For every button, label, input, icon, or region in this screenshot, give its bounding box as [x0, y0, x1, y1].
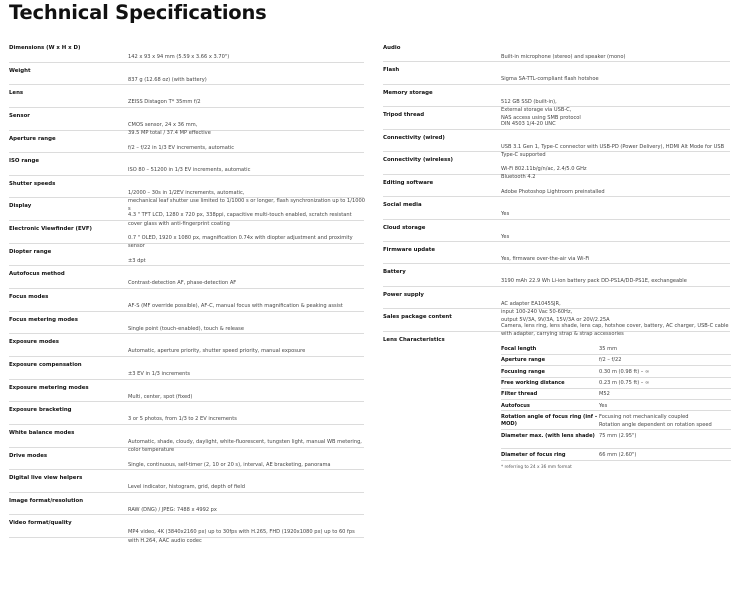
spec-label: Exposure bracketing — [9, 407, 72, 414]
lens-row-filter-thread — [501, 389, 731, 400]
spec-label: Cloud storage — [383, 224, 426, 231]
spec-value-line: 3 or 5 photos, from 1/3 to 2 EV increments — [128, 416, 237, 423]
spec-value — [128, 393, 366, 401]
spec-value-line: 512 GB SSD (built-in), — [501, 98, 557, 105]
spec-row-battery — [383, 264, 730, 286]
spec-row-exposure-metering-modes — [9, 380, 364, 403]
spec-label: Flash — [383, 67, 400, 74]
lens-characteristics-table — [501, 344, 731, 461]
spec-value-line: 837 g (12.68 oz) (with battery) — [128, 76, 207, 83]
spec-value-line: f/2 – f/22 in 1/3 EV increments, automatic — [128, 144, 235, 151]
spec-value-line: Type-C supported — [501, 151, 546, 158]
spec-row-aperture-range — [9, 131, 364, 154]
spec-value-line: ISO 80 – 51200 in 1/3 EV increments, automatic — [128, 167, 251, 174]
spec-value-line: Single point (touch-enabled), touch & release — [128, 325, 244, 332]
spec-value — [128, 53, 366, 61]
spec-label: Weight — [9, 67, 31, 74]
lens-value-line: 75 mm (2.95") — [599, 432, 637, 439]
lens-row-aperture-range — [501, 355, 731, 366]
spec-value-line: Bluetooth 4.2 — [501, 174, 536, 181]
spec-row-focus-modes — [9, 289, 364, 312]
lens-value — [599, 369, 731, 377]
spec-value — [501, 255, 731, 263]
lens-key: Autofocus — [501, 402, 530, 409]
spec-value — [501, 188, 731, 196]
lens-key: Filter thread — [501, 391, 538, 398]
spec-value-line: DIN 4503 1/4-20 UNC — [501, 121, 556, 128]
spec-value-line: 4.3 " TFT LCD, 1280 x 720 px, 338ppi, capacitive multi-touch enabled, scratch resistant — [128, 212, 352, 219]
spec-row-weight — [9, 63, 364, 86]
lens-key: Diameter max. (with lens shade) — [501, 432, 595, 439]
spec-label: Diopter range — [9, 248, 52, 255]
spec-label: Display — [9, 203, 32, 210]
spec-row-audio — [383, 40, 730, 62]
lens-value — [599, 357, 731, 365]
spec-value-line: RAW (DNG) / JPEG: 7488 x 4992 px — [128, 506, 217, 513]
spec-value — [501, 210, 731, 218]
spec-value-line: MP4 video, 4K (3840x2160 px) up to 30fps with H.265, FHD (1920x1080 px) up to 60 fps — [128, 529, 355, 536]
lens-row-focal-length — [501, 344, 731, 355]
spec-value-line: NAS access using SMB protocol — [501, 115, 581, 122]
spec-value-line: AC adapter EA1045SJR, — [501, 300, 561, 307]
spec-row-digital-live-view-helpers — [9, 470, 364, 493]
spec-row-autofocus-method — [9, 266, 364, 289]
spec-row-sales-package-content — [383, 309, 730, 338]
spec-row-lens — [9, 85, 364, 108]
spec-value — [128, 257, 366, 265]
spec-value-line: cover glass with anti-fingerprint coating — [128, 220, 230, 227]
spec-value — [128, 76, 366, 84]
spec-value — [128, 302, 366, 310]
lens-value — [599, 433, 731, 441]
lens-value — [599, 414, 731, 429]
spec-label: Exposure metering modes — [9, 384, 89, 391]
spec-value-line: Multi, center, spot (fixed) — [128, 393, 193, 400]
spec-value — [128, 347, 366, 355]
spec-value-line: Adobe Photoshop Lightroom preinstalled — [501, 188, 605, 195]
spec-value-line: mechanical leaf shutter use limited to 1/1000 s or longer, flash synchronization up to 1/1000 — [128, 198, 365, 205]
lens-row-rotation-angle-of-focus-ring-inf-mod — [501, 411, 731, 430]
spec-value-line: ZEISS Distagon T* 35mm f/2 — [128, 99, 201, 106]
spec-value-line: Yes — [501, 233, 510, 240]
spec-row-exposure-bracketing — [9, 402, 364, 425]
spec-label: Sales package content — [383, 314, 452, 321]
spec-value — [128, 325, 366, 333]
spec-value — [128, 144, 366, 152]
lens-value — [599, 380, 731, 388]
spec-row-social-media — [383, 197, 730, 219]
lens-key: Focusing range — [501, 368, 545, 375]
spec-value — [128, 528, 366, 544]
spec-label: Memory storage — [383, 89, 433, 96]
lens-value-line: Focusing not mechanically coupled — [599, 413, 689, 420]
spec-value — [128, 483, 366, 491]
spec-label: Video format/quality — [9, 520, 72, 527]
spec-value-line: Level indicator, histogram, grid, depth of field — [128, 484, 245, 491]
spec-label: Exposure modes — [9, 339, 60, 346]
spec-label: Connectivity (wireless) — [383, 157, 453, 164]
lens-row-autofocus — [501, 400, 731, 411]
spec-row-exposure-modes — [9, 334, 364, 357]
spec-value-line: CMOS sensor, 24 x 36 mm, — [128, 121, 198, 128]
spec-value — [128, 370, 366, 378]
spec-value-line: 1/2000 – 30s in 1/2EV increments, automatic, — [128, 189, 245, 196]
spec-value-line: ±3 dpt — [128, 257, 146, 264]
spec-value-line: USB 3.1 Gen 1, Type-C connector with USB-PD (Power Delivery), HDMI Alt Mode for USB — [501, 143, 725, 150]
spec-value-line: input 100-240 Vac 50-60Hz, — [501, 309, 573, 316]
spec-label: Dimensions (W x H x D) — [9, 45, 81, 51]
spec-value — [501, 53, 731, 61]
spec-value-line: Camera, lens ring, lens shade, lens cap, hotshoe cover, battery, AC charger, USB-C cable — [501, 323, 729, 330]
spec-label: Autofocus method — [9, 271, 65, 278]
spec-value — [501, 233, 731, 241]
spec-value-line: AF-S (MF override possible), AF-C, manual focus with magnification & peaking assist — [128, 303, 343, 310]
spec-label: Shutter speeds — [9, 180, 56, 187]
spec-value-line: Sigma SA-TTL-compliant flash hotshoe — [501, 76, 599, 83]
spec-value-line: 39.5 MP total / 37.4 MP effective — [128, 130, 211, 137]
spec-value — [128, 415, 366, 423]
spec-value-line: Yes — [501, 211, 510, 218]
spec-row-cloud-storage — [383, 220, 730, 242]
lens-key: Aperture range — [501, 357, 546, 364]
spec-row-tripod-thread — [383, 107, 730, 129]
spec-row-display — [9, 198, 364, 227]
spec-value — [128, 506, 366, 514]
lens-value-line: M52 — [599, 391, 610, 398]
spec-column-right — [383, 40, 730, 470]
spec-row-sensor — [9, 108, 364, 137]
spec-label: ISO range — [9, 158, 39, 165]
spec-label: Digital live view helpers — [9, 475, 83, 482]
spec-label: Aperture range — [9, 135, 56, 142]
spec-value-line: sensor — [128, 243, 145, 250]
lens-row-free-working-distance — [501, 378, 731, 389]
spec-row-video-format-quality — [9, 515, 364, 544]
spec-label: Drive modes — [9, 452, 48, 459]
spec-row-flash — [383, 62, 730, 84]
spec-row-iso-range — [9, 153, 364, 176]
spec-label: Electronic Viewfinder (EVF) — [9, 226, 92, 233]
spec-label: Focus modes — [9, 294, 49, 301]
spec-column-left — [9, 40, 365, 544]
lens-footnote: * referring to 24 x 36 mm format — [501, 464, 572, 470]
lens-row-focusing-range — [501, 366, 731, 377]
spec-value — [128, 279, 366, 287]
spec-label: Sensor — [9, 112, 30, 119]
spec-row-drive-modes — [9, 448, 364, 471]
spec-value-line: 3190 mAh 22.9 Wh Li-ion battery pack DD-PS1A/DD-PS1E, exchangeable — [501, 278, 687, 285]
lens-value-line: 0.23 m (0.75 ft) – ∞ — [599, 380, 650, 387]
spec-value-line: with adapter, carrying strap & strap accessories — [501, 331, 624, 338]
spec-row-connectivity-wired — [383, 130, 730, 158]
spec-label: Battery — [383, 269, 406, 276]
spec-row-electronic-viewfinder-evf — [9, 221, 364, 250]
spec-label: Image format/resolution — [9, 497, 84, 504]
spec-value-line: Built-in microphone (stereo) and speaker (mono) — [501, 54, 626, 60]
spec-row-diopter-range — [9, 244, 364, 267]
spec-label: Power supply — [383, 291, 424, 298]
spec-value-line: Yes, firmware over-the-air via Wi-Fi — [501, 255, 590, 262]
spec-value-line: Automatic, aperture priority, shutter speed priority, manual exposure — [128, 348, 306, 355]
spec-label: Tripod thread — [383, 112, 425, 119]
spec-label: Firmware update — [383, 246, 436, 253]
spec-value-line: with H.264, AAC audio codec — [128, 537, 202, 544]
spec-value-line: output 5V/3A, 9V/3A, 15V/3A or 20V/2.25A — [501, 317, 610, 324]
spec-value — [128, 461, 366, 469]
spec-value-line: ±3 EV in 1/3 increments — [128, 370, 191, 377]
spec-value — [501, 120, 731, 128]
lens-key: Diameter of focus ring — [501, 451, 566, 458]
spec-row-firmware-update — [383, 242, 730, 264]
lens-value — [599, 391, 731, 399]
spec-value-line: Wi-Fi 802.11b/g/n/ac, 2.4/5.0 GHz — [501, 166, 587, 173]
lens-value-line: 66 mm (2.60") — [599, 451, 637, 458]
spec-row-exposure-compensation — [9, 357, 364, 380]
spec-value-line: Contrast-detection AF, phase-detection AF — [128, 280, 237, 287]
spec-value-line: color temperature — [128, 447, 175, 454]
spec-label: Lens — [9, 90, 24, 97]
spec-label: Exposure compensation — [9, 361, 82, 368]
lens-key: Free working distance — [501, 380, 565, 387]
spec-row-connectivity-wireless — [383, 152, 730, 181]
spec-row-editing-software — [383, 175, 730, 197]
lens-value-line: 35 mm — [599, 346, 618, 353]
spec-label: White balance modes — [9, 429, 75, 436]
spec-row-focus-metering-modes — [9, 312, 364, 335]
lens-key: Focal length — [501, 346, 537, 353]
lens-value — [599, 346, 731, 354]
lens-key: Rotation angle of focus ring (inf – MOD) — [501, 413, 598, 427]
spec-value — [128, 98, 366, 106]
page-title: Technical Specifications — [9, 1, 267, 24]
spec-value-line: 0.7 " OLED, 1920 x 1080 px, magnification 0.74x with diopter adjustment and proximity — [128, 235, 353, 242]
lens-value-line: Yes — [599, 402, 608, 409]
spec-row-image-format-resolution — [9, 493, 364, 516]
spec-value-line: Single, continuous, self-timer (2, 10 or 20 s), interval, AE bracketing, panorama — [128, 461, 331, 468]
spec-label: Lens Characteristics — [383, 336, 445, 343]
lens-value-line: f/2 – f/22 — [599, 357, 622, 364]
lens-row-diameter-max-with-lens-shade — [501, 430, 731, 449]
spec-value-line: External storage via USB-C, — [501, 107, 572, 114]
spec-value — [501, 277, 731, 285]
lens-value-line: 0.30 m (0.98 ft) – ∞ — [599, 368, 650, 375]
spec-label: Focus metering modes — [9, 316, 78, 323]
spec-row-white-balance-modes — [9, 425, 364, 454]
spec-value — [128, 166, 366, 174]
spec-value-line: s — [128, 206, 131, 213]
spec-label: Audio — [383, 45, 401, 51]
lens-row-diameter-of-focus-ring — [501, 449, 731, 460]
spec-label: Social media — [383, 202, 422, 209]
spec-label: Editing software — [383, 179, 434, 186]
spec-value-line: 142 x 93 x 94 mm (5.59 x 3.66 x 3.70") — [128, 54, 230, 60]
spec-row-dimensions-w-x-h-x-d — [9, 40, 364, 63]
lens-value-line: Rotation angle dependent on rotation speed — [599, 421, 712, 428]
spec-value-line: Automatic, shade, cloudy, daylight, white-fluorescent, tungsten light, manual WB metering, — [128, 438, 362, 445]
spec-label: Connectivity (wired) — [383, 134, 445, 141]
lens-value — [599, 403, 731, 411]
lens-value — [599, 452, 731, 460]
spec-value — [501, 75, 731, 83]
